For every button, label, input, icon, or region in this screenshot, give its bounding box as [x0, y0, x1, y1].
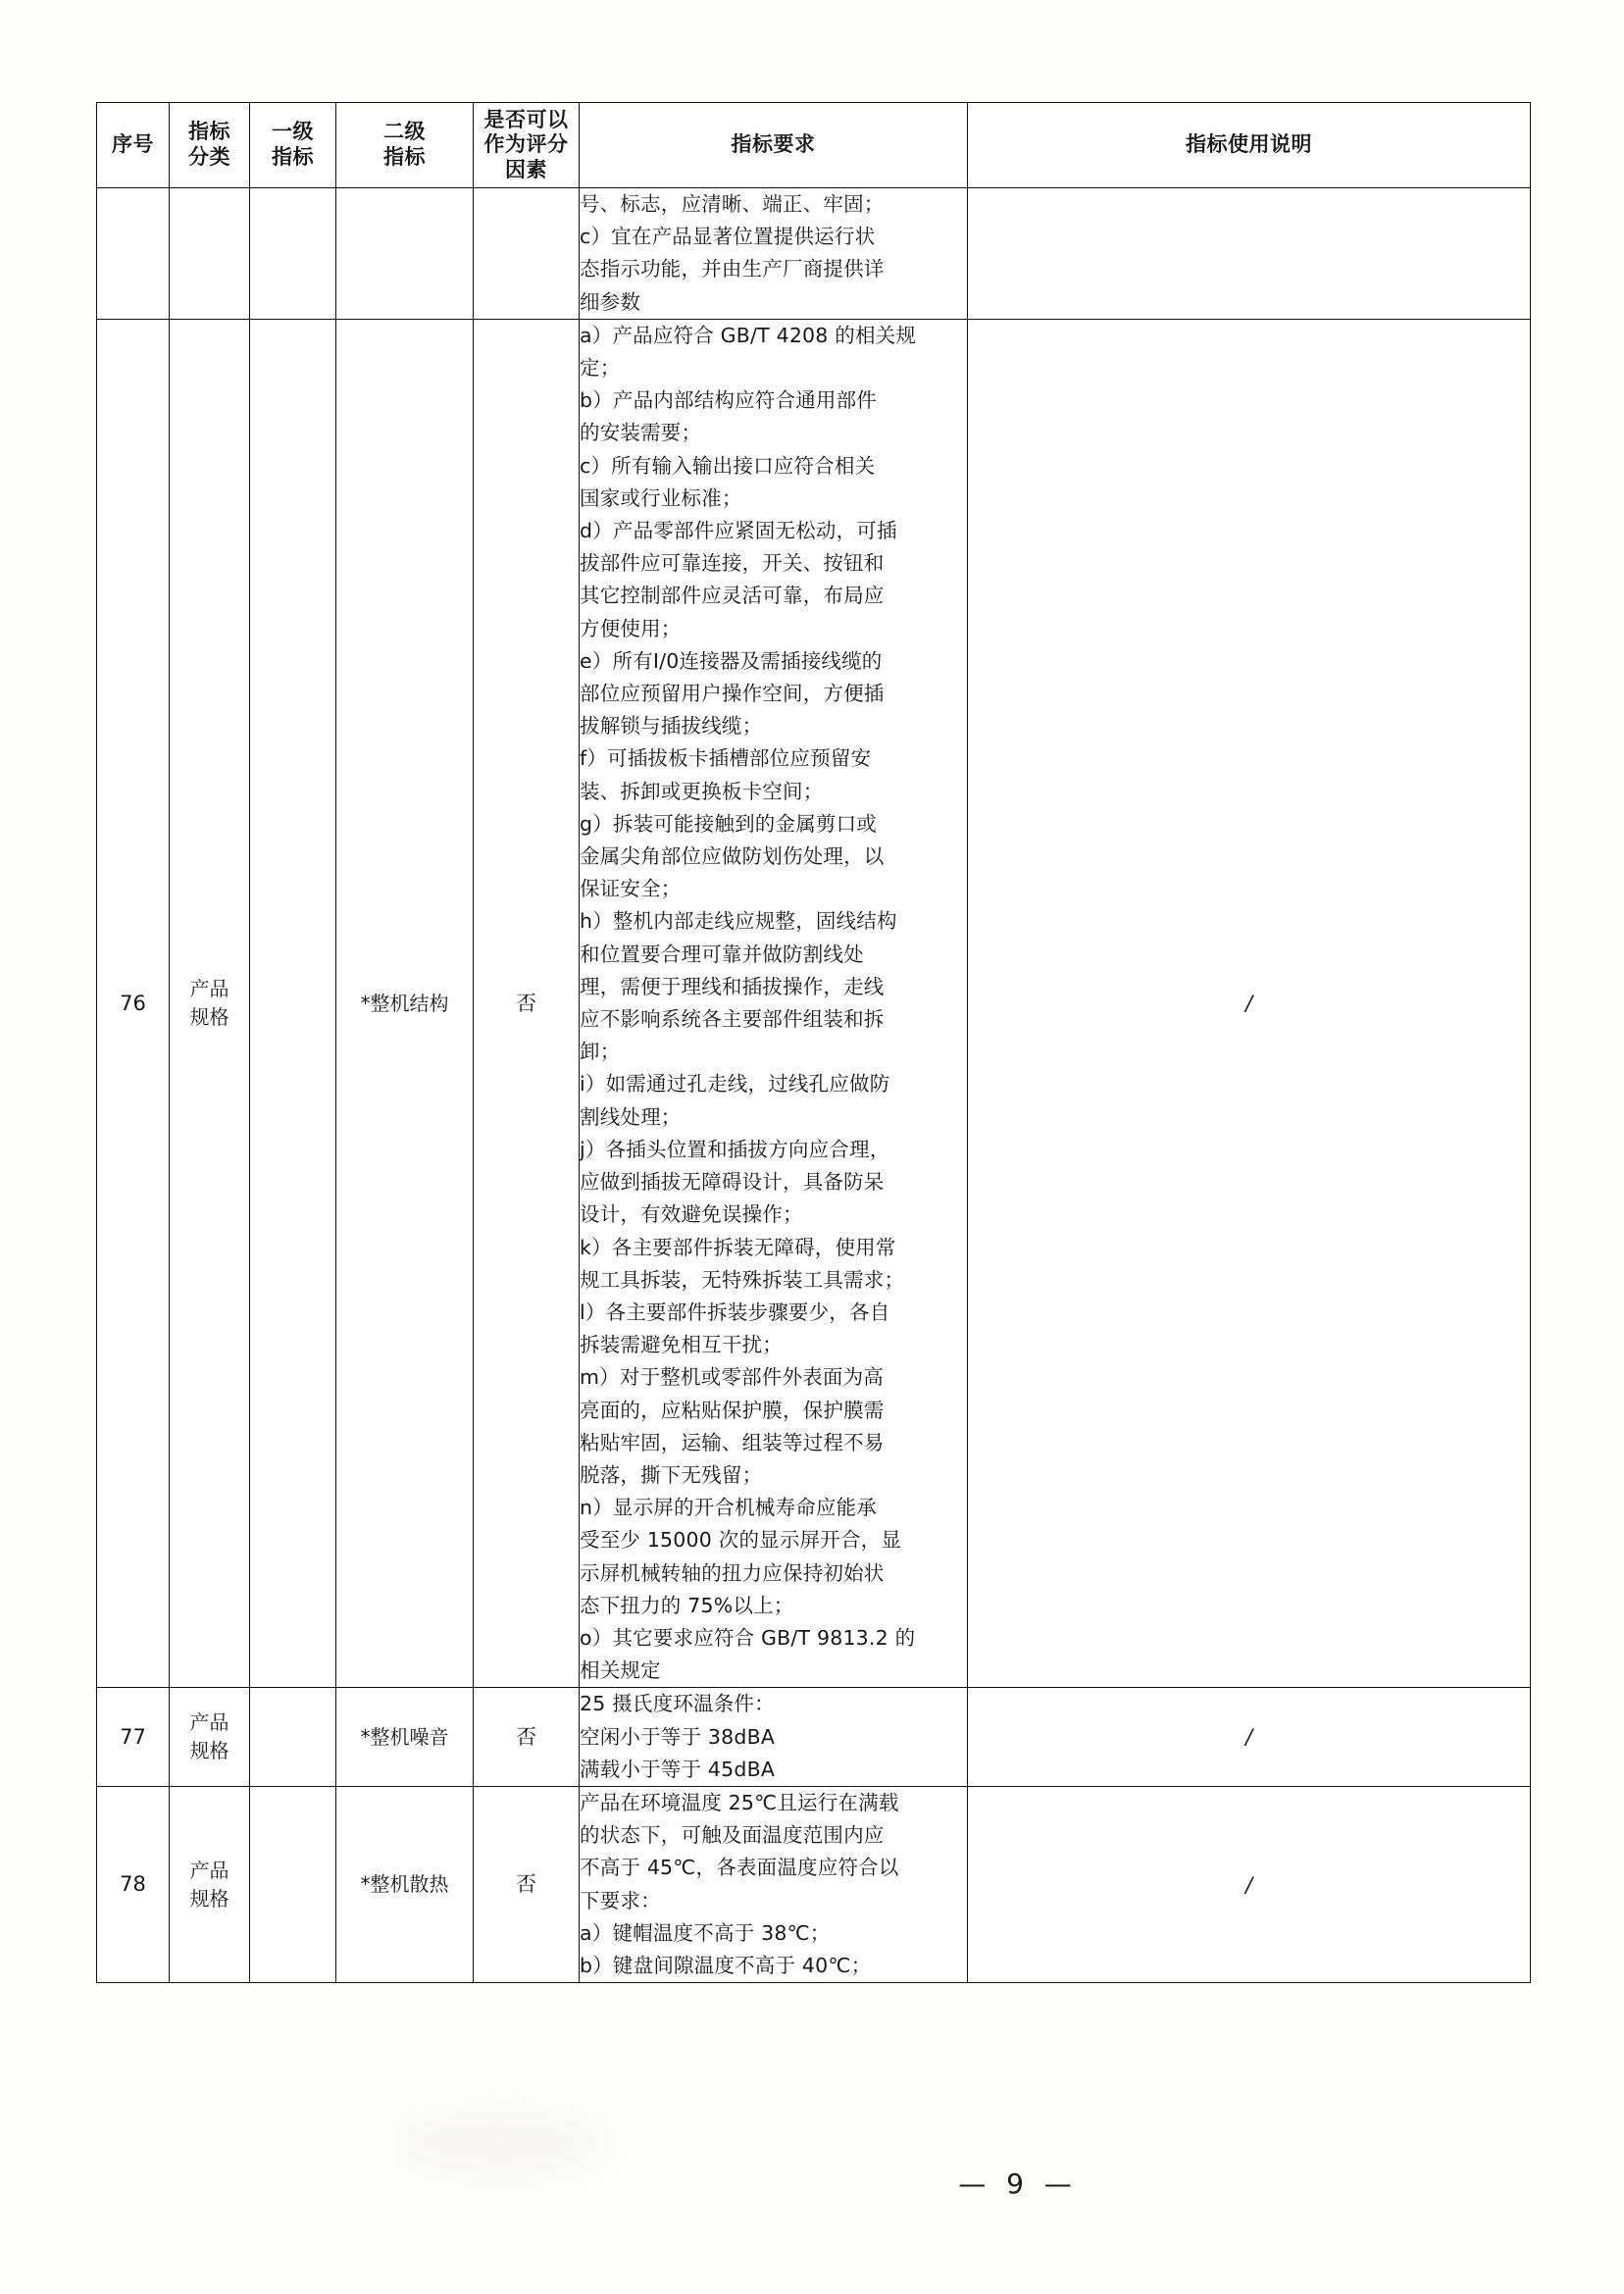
cell-usage-note: /	[968, 1786, 1531, 1982]
cell-category	[170, 188, 250, 320]
cell-level1	[250, 319, 336, 1688]
cell-level2: *整机结构	[336, 319, 474, 1688]
cell-level1	[250, 188, 336, 320]
table-row	[97, 1786, 1531, 1982]
column-header-scoring-factor: 是否可以 作为评分 因素	[474, 103, 580, 188]
cell-usage-note: /	[968, 319, 1531, 1688]
column-header-seq: 序号	[97, 103, 170, 188]
page-footer	[0, 2167, 1624, 2200]
cell-level1	[250, 1786, 336, 1982]
cell-category: 产品 规格	[170, 1688, 250, 1787]
cell-seq: 76	[97, 319, 170, 1688]
cell-scoring-factor	[474, 188, 580, 320]
cell-requirement: a）产品应符合 GB/T 4208 的相关规 定； b）产品内部结构应符合通用部件 的安装需要； c）所有输入输出接口应符合相关 国家或行业标准； d）产品零部件应紧固无松动，可插 拔部件应可靠连接，开关、按钮和 其它控制部件应灵活可靠，布局应 方便使用； e）所有I/0连接器及需插接线缆的 部位应预留用户操作空间，方便插 拔解锁与插拔线缆； f）可插拔板卡插槽部位应预留安 装、拆卸或更换板卡空间； g）拆装可能接触到的金属剪口或 金属尖角部位应做防划伤处理，以 保证安全； h）整机内部走线应规整，固线结构 和位置要合理可靠并做防割线处 理，需便于理线和插拔操作，走线 应不影响系统各主要部件组装和拆 卸； i）如需通过孔走线，过线孔应做防 割线处理； j）各插头位置和插拔方向应合理， 应做到插拔无障碍设计，具备防呆 设计，有效避免误操作； k）各主要部件拆装无障碍，使用常 规工具拆装，无特殊拆装工具需求； l）各主要部件拆装步骤要少，各自 拆装需避免相互干扰； m）对于整机或零部件外表面为高 亮面的，应粘贴保护膜，保护膜需 粘贴牢固，运输、组装等过程不易 脱落，撕下无残留； n）显示屏的开合机械寿命应能承 受至少 15000 次的显示屏开合，显 示屏机械转轴的扭力应保持初始状 态下扭力的 75%以上； o）其它要求应符合 GB/T 9813.2 的 相关规定	[580, 319, 968, 1688]
cell-scoring-factor: 否	[474, 1688, 580, 1787]
table-header	[97, 103, 1531, 188]
cell-level2	[336, 188, 474, 320]
cell-level2: *整机散热	[336, 1786, 474, 1982]
header-row	[97, 103, 1531, 188]
table-body	[97, 188, 1531, 1983]
cell-usage-note	[968, 188, 1531, 320]
cell-requirement: 号、标志，应清晰、端正、牢固； c）宜在产品显著位置提供运行状 态指示功能，并由生产厂商提供详 细参数	[580, 188, 968, 320]
cell-category: 产品 规格	[170, 1786, 250, 1982]
table-row	[97, 319, 1531, 1688]
column-header-level2: 二级 指标	[336, 103, 474, 188]
cell-seq: 77	[97, 1688, 170, 1787]
cell-scoring-factor: 否	[474, 1786, 580, 1982]
column-header-level1: 一级 指标	[250, 103, 336, 188]
cell-level1	[250, 1688, 336, 1787]
cell-category: 产品 规格	[170, 319, 250, 1688]
cell-seq	[97, 188, 170, 320]
spec-table-container	[96, 102, 1530, 1983]
column-header-usage-note: 指标使用说明	[968, 103, 1531, 188]
cell-requirement: 产品在环境温度 25℃且运行在满载 的状态下，可触及面温度范围内应 不高于 45℃，各表面温度应符合以 下要求： a）键帽温度不高于 38℃； b）键盘间隙温度不高于 40℃；	[580, 1786, 968, 1982]
column-header-requirement: 指标要求	[580, 103, 968, 188]
cell-scoring-factor: 否	[474, 319, 580, 1688]
cell-usage-note: /	[968, 1688, 1531, 1787]
page-number: — 9 —	[958, 2167, 1078, 2200]
table-row	[97, 1688, 1531, 1787]
table-row	[97, 188, 1531, 320]
cell-level2: *整机噪音	[336, 1688, 474, 1787]
specification-table	[96, 102, 1531, 1983]
column-header-category: 指标 分类	[170, 103, 250, 188]
cell-requirement: 25 摄氏度环温条件： 空闲小于等于 38dBA 满载小于等于 45dBA	[580, 1688, 968, 1787]
cell-seq: 78	[97, 1786, 170, 1982]
